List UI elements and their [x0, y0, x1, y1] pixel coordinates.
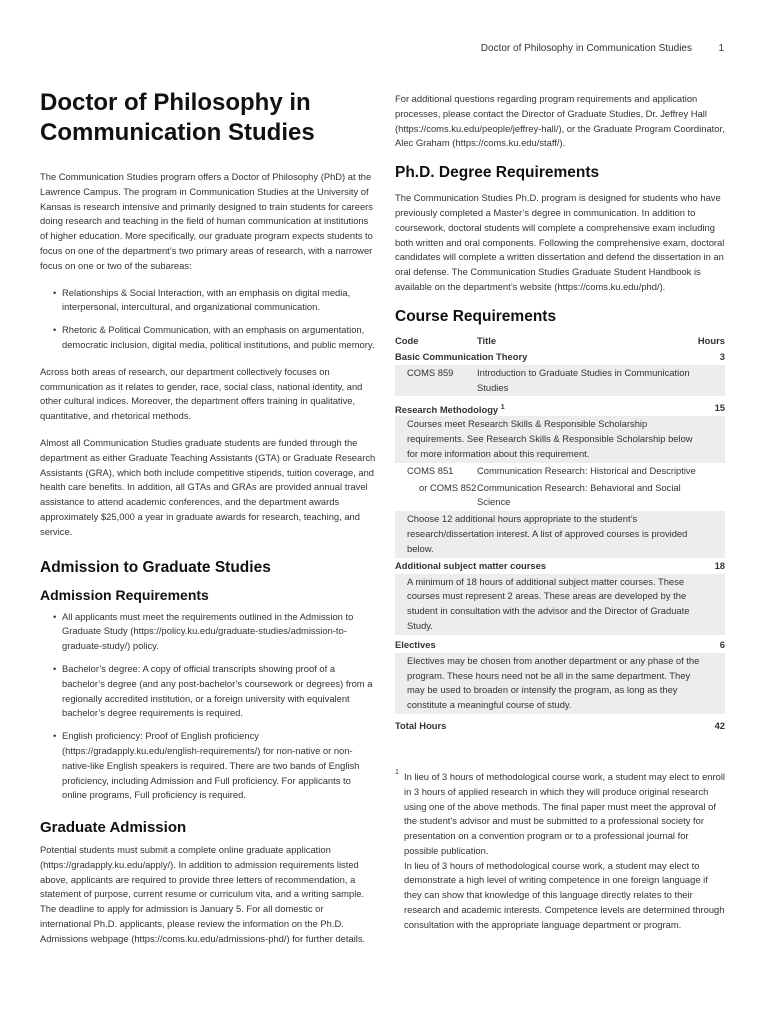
- course-title: Introduction to Graduate Studies in Communication Studies: [477, 366, 690, 393]
- total-label: Total Hours: [395, 719, 447, 731]
- table-row: [395, 558, 725, 574]
- course-code: or COMS 852: [419, 481, 477, 493]
- col-code: Code: [395, 334, 419, 346]
- list-item-text: Bachelor’s degree: A copy of official transcripts showing proof of a bachelor’s degree (and any post-bachelor’s coursework or degrees) from a regionally accredited institution, or a foreign university with equivalent bachelor’s degree requirements is required.: [62, 662, 373, 719]
- table-row: A minimum of 18 hours of additional subject matter courses. These courses must represent 2 areas. These areas are developed by the student in consultation with the advisor and the Director of Graduate Study.: [395, 574, 725, 635]
- running-title: Doctor of Philosophy in Communication Studies: [480, 43, 692, 54]
- research-areas-list: [40, 286, 376, 353]
- course-code: COMS 859: [407, 366, 454, 378]
- table-row: [395, 365, 725, 397]
- list-item: • Rhetoric & Political Communication, with an emphasis on argumentation, democratic inclusion, digital media, political institutions, and public memory.: [53, 324, 375, 350]
- table-row: Electives may be chosen from another department or any phase of the program. These hours need not be all in the same department. They may be used to broaden or intensify the program, as long as they constitute a meaningful course of study.: [395, 653, 725, 714]
- left-column: [40, 88, 376, 959]
- table-total-row: [395, 718, 725, 734]
- footnote-paragraph: In lieu of 3 hours of methodological course work, a student may elect to enroll in 3 hours of applied research in which they will produce original research using one of the above methods. The final paper must meet the approval of the student’s advisor and must be submitted to a professional society for presentation on a convention program or to a professional journal for possible publication.: [404, 770, 726, 856]
- page-title-line2: Communication Studies: [40, 119, 315, 146]
- admission-requirements-heading: Admission Requirements: [40, 586, 209, 603]
- research-focus-paragraph: Across both areas of research, our department collectively focuses on communication as it relates to gender, race, social class, national identity, and other cultural indices. Moreover, the department offers training in qualitative, quantitative, and rhetorical methods.: [40, 365, 363, 422]
- group-name-text: Research Methodology: [395, 404, 499, 416]
- group-hours: 6: [719, 638, 725, 650]
- course-table: [395, 333, 725, 734]
- admission-heading: Admission to Graduate Studies: [40, 558, 271, 576]
- course-requirements-heading: Course Requirements: [395, 307, 557, 325]
- footnote-paragraph: In lieu of 3 hours of methodological course work, a student may elect to demonstrate a high level of writing competence in one foreign language if they can show that knowledge of this language directly relates to their research and academic interests. Competence levels are determined through consultation with the appropriate language department or program.: [404, 859, 725, 930]
- page-title-line1: Doctor of Philosophy in: [40, 89, 311, 116]
- contact-paragraph: For additional questions regarding program requirements and application processes, please contact the Director of Graduate Studies, Dr. Jeffrey Hall (https://coms.ku.edu/people/jeffrey-hall/), or the Graduate Program Coordinator, Alec Graham (https://coms.ku.edu/staff/).: [395, 93, 725, 149]
- footnote: [395, 770, 725, 933]
- footnote-mark: 1: [395, 768, 399, 776]
- course-title: Communication Research: Historical and Descriptive: [477, 464, 696, 476]
- list-item-text: Relationships & Social Interaction, with an emphasis on digital media, interpersonal, intercultural, and organizational communication.: [62, 286, 351, 313]
- group-name: Additional subject matter courses: [395, 559, 547, 571]
- group-name: Electives: [395, 638, 436, 650]
- right-column: [395, 92, 725, 933]
- group-name: [395, 400, 685, 416]
- degree-requirements-paragraph: The Communication Studies Ph.D. program is designed for students who have previously completed a Master’s degree in communication. In addition to coursework, doctoral students will complete a comprehensive exam including both written and oral components. Following the comprehensive exam, doctoral candidates will complete a written dissertation and defend the dissertation in an oral defense. The Communication Studies Graduate Student Handbook is available on the department’s website (https://coms.ku.edu/phd/).: [395, 192, 725, 292]
- page-number: 1: [718, 43, 724, 54]
- table-row: [395, 463, 725, 480]
- col-title: Title: [477, 334, 497, 346]
- graduate-admission-heading: Graduate Admission: [40, 819, 187, 837]
- table-row: [395, 349, 725, 365]
- list-item-text: English proficiency: Proof of English proficiency (https://gradapply.ku.edu/english-requirements/) for non-native or non-native-like English speakers is required. There are two bands of English proficiency, including Admission and Full proficiency. For applicants to online programs, Full proficiency is required.: [62, 730, 360, 801]
- table-header: [395, 333, 725, 349]
- page-header: [0, 43, 770, 59]
- footnote-ref: 1: [500, 404, 505, 412]
- funding-paragraph: Almost all Communication Studies graduate students are funded through the department as either Graduate Teaching Assistants (GTA) or Graduate Research Assistants (GRA), which both include competitive stipends, tuition coverage, and health care benefits. In addition, all GTAs and GRAs are provided annual travel assistance to attend academic conferences, and the department awards approximately $25,000 a year in graduate awards for research, teaching, and service.: [40, 436, 376, 537]
- group-hours: 3: [719, 350, 725, 362]
- graduate-admission-paragraph: Potential students must submit a complete online graduate application (https://gradapply.ku.edu/apply/). In addition to admission requirements listed above, applicants are required to provide three letters of recommendation, a statement of purpose, current resume or curriculum vita, and a writing sample. The deadline to apply for admission is January 5. For all domestic or international Ph.D. applicants, please review the information on the Ph.D. Admissions webpage (https://coms.ku.edu/admissions-phd/) for further details.: [40, 844, 366, 944]
- table-row: [395, 400, 725, 416]
- degree-requirements-heading: Ph.D. Degree Requirements: [395, 164, 600, 182]
- list-item: • Bachelor’s degree: A copy of official transcripts showing proof of a bachelor’s degree (and any post-bachelor’s coursework or degrees) from a regionally accredited institution, or a foreign university with equivalent bachelor’s degree requirements is required.: [53, 662, 373, 719]
- group-hours: 15: [714, 402, 725, 414]
- list-item: • All applicants must meet the requirements outlined in the Admission to Graduate Study (https://policy.ku.edu/graduate-studies/admission-to-graduate-study/) policy.: [53, 610, 354, 652]
- group-name: Basic Communication Theory: [395, 350, 528, 362]
- table-row: Choose 12 additional hours appropriate to the student’s research/dissertation interest. A list of approved courses is provided below.: [395, 511, 725, 557]
- table-row: Courses meet Research Skills & Responsible Scholarship requirements. See Research Skills & Responsible Scholarship below for more information about this requirement.: [395, 416, 725, 462]
- total-hours: 42: [714, 719, 725, 731]
- course-code: COMS 851: [407, 464, 454, 476]
- list-item-text: All applicants must meet the requirements outlined in the Admission to Graduate Study (https://policy.ku.edu/graduate-studies/admission-to-graduate-study/) policy.: [62, 610, 354, 652]
- table-row: [395, 480, 725, 512]
- admission-requirements-list: [40, 610, 376, 804]
- table-row: [395, 637, 725, 653]
- group-hours: 18: [714, 559, 725, 571]
- col-hours: Hours: [697, 334, 725, 346]
- list-item: • English proficiency: Proof of English proficiency (https://gradapply.ku.edu/english-requirements/) for non-native or non-native-like English speakers is required. There are two bands of English proficiency, including Admission and Full proficiency. For applicants to online programs, Full proficiency is required.: [53, 730, 360, 801]
- course-title: Communication Research: Behavioral and Social Science: [477, 481, 681, 508]
- intro-paragraph: The Communication Studies program offers a Doctor of Philosophy (PhD) at the Lawrence Campus. The program in Communication Studies at the University of Kansas is research intensive and primarily designed to train students for careers doing research and teaching in the field of human communication at institutions of higher education. More specifically, our graduate program expects students to focus on one of the department’s two primary areas of research, with a narrower focus on one or two of the subareas:: [40, 171, 373, 271]
- list-item: • Relationships & Social Interaction, with an emphasis on digital media, interpersonal, intercultural, and organizational communication.: [53, 286, 351, 313]
- list-item-text: Rhetoric & Political Communication, with an emphasis on argumentation, democratic inclusion, digital media, political institutions, and public memory.: [62, 324, 375, 350]
- page-title: [40, 88, 376, 148]
